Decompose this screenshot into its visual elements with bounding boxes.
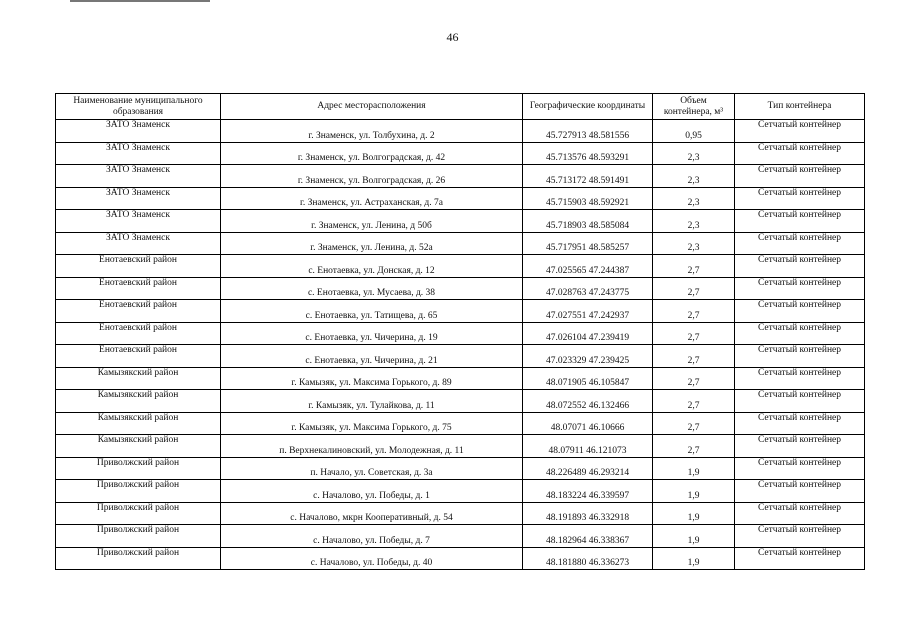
header-volume: Объем контейнера, м³: [653, 94, 735, 120]
cell-volume: 1,9: [653, 457, 735, 480]
cell-volume: 1,9: [653, 547, 735, 570]
cell-coordinates: 48.071905 46.105847: [523, 367, 653, 390]
cell-volume: 2,7: [653, 412, 735, 435]
cell-municipality: Приволжский район: [56, 480, 221, 503]
cell-container-type: Сетчатый контейнер: [735, 210, 865, 233]
cell-municipality: Приволжский район: [56, 457, 221, 480]
cell-address: г. Знаменск, ул. Ленина, д. 52а: [221, 232, 523, 255]
cell-municipality: Енотаевский район: [56, 345, 221, 368]
table-row: [56, 255, 865, 278]
cell-volume: 2,3: [653, 165, 735, 188]
table-row: [56, 412, 865, 435]
cell-address: г. Знаменск, ул. Толбухина, д. 2: [221, 120, 523, 143]
table-row: [56, 120, 865, 143]
cell-address: с. Енотаевка, ул. Донская, д. 12: [221, 255, 523, 278]
cell-address: г. Камызяк, ул. Максима Горького, д. 75: [221, 412, 523, 435]
cell-container-type: Сетчатый контейнер: [735, 547, 865, 570]
header-container-type: Тип контейнера: [735, 94, 865, 120]
cell-address: с. Енотаевка, ул. Татищева, д. 65: [221, 300, 523, 323]
container-registry-table: [55, 93, 865, 570]
cell-volume: 2,7: [653, 345, 735, 368]
cell-container-type: Сетчатый контейнер: [735, 300, 865, 323]
table-row: [56, 142, 865, 165]
cell-address: с. Началово, мкрн Кооперативный, д. 54: [221, 502, 523, 525]
cell-municipality: Енотаевский район: [56, 255, 221, 278]
cell-container-type: Сетчатый контейнер: [735, 322, 865, 345]
cell-coordinates: 47.023329 47.239425: [523, 345, 653, 368]
cell-volume: 1,9: [653, 502, 735, 525]
cell-address: с. Началово, ул. Победы, д. 7: [221, 525, 523, 548]
cell-municipality: ЗАТО Знаменск: [56, 187, 221, 210]
cell-container-type: Сетчатый контейнер: [735, 480, 865, 503]
cell-municipality: Енотаевский район: [56, 300, 221, 323]
header-address: Адрес месторасположения: [221, 94, 523, 120]
cell-address: г. Знаменск, ул. Волгоградская, д. 26: [221, 165, 523, 188]
cell-address: с. Енотаевка, ул. Чичерина, д. 21: [221, 345, 523, 368]
table-row: [56, 457, 865, 480]
cell-container-type: Сетчатый контейнер: [735, 232, 865, 255]
cell-volume: 2,3: [653, 142, 735, 165]
cell-municipality: Камызякский район: [56, 390, 221, 413]
cell-municipality: ЗАТО Знаменск: [56, 165, 221, 188]
cell-address: г. Знаменск, ул. Ленина, д 50б: [221, 210, 523, 233]
cell-address: г. Камызяк, ул. Тулайкова, д. 11: [221, 390, 523, 413]
cell-container-type: Сетчатый контейнер: [735, 165, 865, 188]
cell-container-type: Сетчатый контейнер: [735, 502, 865, 525]
table-row: [56, 547, 865, 570]
cell-coordinates: 48.191893 46.332918: [523, 502, 653, 525]
top-rule: [70, 0, 210, 2]
cell-coordinates: 48.226489 46.293214: [523, 457, 653, 480]
cell-coordinates: 47.025565 47.244387: [523, 255, 653, 278]
table-body: [56, 120, 865, 570]
cell-coordinates: 48.07911 46.121073: [523, 435, 653, 458]
header-municipality: Наименование муниципального образования: [56, 94, 221, 120]
table-row: [56, 367, 865, 390]
cell-municipality: ЗАТО Знаменск: [56, 142, 221, 165]
cell-container-type: Сетчатый контейнер: [735, 277, 865, 300]
cell-coordinates: 45.727913 48.581556: [523, 120, 653, 143]
cell-municipality: Камызякский район: [56, 367, 221, 390]
cell-container-type: Сетчатый контейнер: [735, 390, 865, 413]
cell-coordinates: 48.183224 46.339597: [523, 480, 653, 503]
table-row: [56, 345, 865, 368]
cell-municipality: ЗАТО Знаменск: [56, 210, 221, 233]
table-row: [56, 187, 865, 210]
cell-container-type: Сетчатый контейнер: [735, 525, 865, 548]
cell-address: с. Енотаевка, ул. Чичерина, д. 19: [221, 322, 523, 345]
cell-volume: 2,3: [653, 232, 735, 255]
cell-coordinates: 48.181880 46.336273: [523, 547, 653, 570]
cell-coordinates: 45.715903 48.592921: [523, 187, 653, 210]
cell-coordinates: 48.072552 46.132466: [523, 390, 653, 413]
table-row: [56, 300, 865, 323]
cell-municipality: ЗАТО Знаменск: [56, 232, 221, 255]
table-row: [56, 322, 865, 345]
table-row: [56, 232, 865, 255]
cell-coordinates: 45.717951 48.585257: [523, 232, 653, 255]
cell-container-type: Сетчатый контейнер: [735, 412, 865, 435]
table-row: [56, 435, 865, 458]
page-number: 46: [446, 30, 459, 44]
cell-container-type: Сетчатый контейнер: [735, 120, 865, 143]
cell-address: с. Началово, ул. Победы, д. 1: [221, 480, 523, 503]
cell-municipality: Приволжский район: [56, 547, 221, 570]
cell-coordinates: 45.713576 48.593291: [523, 142, 653, 165]
cell-container-type: Сетчатый контейнер: [735, 187, 865, 210]
cell-volume: 2,7: [653, 435, 735, 458]
cell-volume: 2,7: [653, 255, 735, 278]
cell-container-type: Сетчатый контейнер: [735, 367, 865, 390]
cell-coordinates: 47.027551 47.242937: [523, 300, 653, 323]
cell-coordinates: 45.718903 48.585084: [523, 210, 653, 233]
cell-address: с. Началово, ул. Победы, д. 40: [221, 547, 523, 570]
cell-volume: 2,7: [653, 367, 735, 390]
table-row: [56, 480, 865, 503]
cell-address: г. Знаменск, ул. Волгоградская, д. 42: [221, 142, 523, 165]
cell-municipality: Енотаевский район: [56, 322, 221, 345]
cell-volume: 0,95: [653, 120, 735, 143]
table-row: [56, 165, 865, 188]
cell-container-type: Сетчатый контейнер: [735, 255, 865, 278]
table-row: [56, 277, 865, 300]
cell-address: г. Знаменск, ул. Астраханская, д. 7а: [221, 187, 523, 210]
cell-address: г. Камызяк, ул. Максима Горького, д. 89: [221, 367, 523, 390]
cell-municipality: Камызякский район: [56, 435, 221, 458]
cell-container-type: Сетчатый контейнер: [735, 435, 865, 458]
cell-coordinates: 48.182964 46.338367: [523, 525, 653, 548]
table-header-row: [56, 94, 865, 120]
table-row: [56, 390, 865, 413]
cell-volume: 2,7: [653, 390, 735, 413]
cell-coordinates: 45.713172 48.591491: [523, 165, 653, 188]
cell-volume: 1,9: [653, 525, 735, 548]
cell-coordinates: 47.028763 47.243775: [523, 277, 653, 300]
cell-municipality: Приволжский район: [56, 525, 221, 548]
table-row: [56, 502, 865, 525]
cell-volume: 2,3: [653, 210, 735, 233]
cell-municipality: Камызякский район: [56, 412, 221, 435]
table-row: [56, 210, 865, 233]
cell-container-type: Сетчатый контейнер: [735, 457, 865, 480]
cell-container-type: Сетчатый контейнер: [735, 142, 865, 165]
cell-municipality: ЗАТО Знаменск: [56, 120, 221, 143]
cell-municipality: Енотаевский район: [56, 277, 221, 300]
cell-volume: 2,7: [653, 277, 735, 300]
cell-address: п. Верхнекалиновский, ул. Молодежная, д. 11: [221, 435, 523, 458]
header-coordinates: Географические координаты: [523, 94, 653, 120]
cell-municipality: Приволжский район: [56, 502, 221, 525]
cell-address: с. Енотаевка, ул. Мусаева, д. 38: [221, 277, 523, 300]
cell-coordinates: 47.026104 47.239419: [523, 322, 653, 345]
cell-coordinates: 48.07071 46.10666: [523, 412, 653, 435]
table-row: [56, 525, 865, 548]
cell-volume: 2,7: [653, 322, 735, 345]
cell-container-type: Сетчатый контейнер: [735, 345, 865, 368]
cell-volume: 2,3: [653, 187, 735, 210]
cell-volume: 1,9: [653, 480, 735, 503]
cell-address: п. Начало, ул. Советская, д. 3а: [221, 457, 523, 480]
cell-volume: 2,7: [653, 300, 735, 323]
